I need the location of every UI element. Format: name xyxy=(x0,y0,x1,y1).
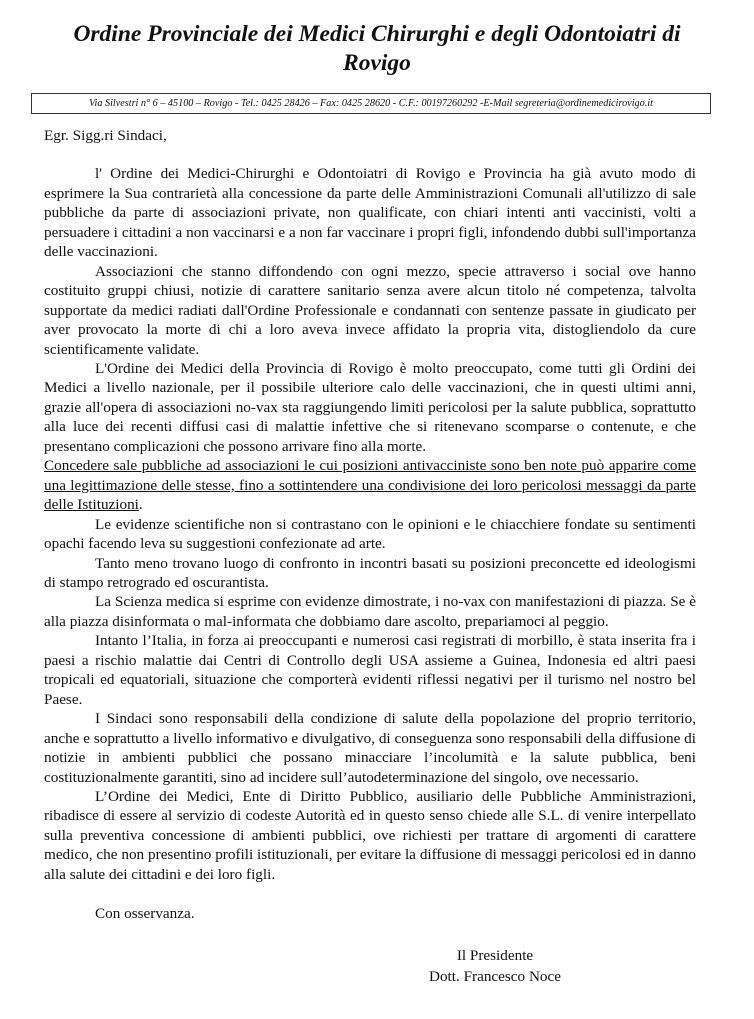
contact-info-box: Via Silvestri n° 6 – 45100 – Rovigo - Tel.: 0425 28426 – Fax: 0425 28620 - C.F.: 00197260292 -E-Mail segreteria@ordinemedicirovigo.it xyxy=(31,93,711,114)
paragraph-2: Associazioni che stanno diffondendo con ogni mezzo, specie attraverso i social ove hanno costituito gruppi chiusi, notizie di carattere sanitario senza avere alcun titolo né competenza, talvolta supportate da medici radiati dall'Ordine Professionale e condannati con sentenze passate in giudicato per aver provocato la morte di chi a loro aveva invece affidato la propria vita, distogliendolo da cure scientificamente validate. xyxy=(44,262,696,358)
letter-body xyxy=(44,126,696,924)
salutation: Egr. Sigg.ri Sindaci, xyxy=(44,127,167,144)
paragraph-1: l' Ordine dei Medici-Chirurghi e Odontoiatri di Rovigo e Provincia ha già avuto modo di esprimere la Sua contrarietà alla concessione da parte delle Amministrazioni Comunali all'utilizzo di sale pubbliche da parte di associazioni private, non qualificate, con chiari intenti anti vaccinisti, volti a persuadere i cittadini a non vaccinarsi e a non far vaccinare i propri figli, infondendo dubbi sull'importanza delle vaccinazioni. xyxy=(44,165,696,261)
paragraph-10: L’Ordine dei Medici, Ente di Diritto Pubblico, ausiliario delle Pubbliche Amministrazioni, ribadisce di essere al servizio di codeste Autorità ed in questo senso chiede alle S.L. di venire interpellato sulla preventiva concessione di ambienti pubblici, ove richiesti per trattare di argomenti di carattere medico, che non presentino profili istituzionali, per evitare la diffusione di messaggi pericolosi ed in danno alla salute dei cittadini e dei loro figli. xyxy=(44,787,696,883)
paragraph-6: Tanto meno trovano luogo di confronto in incontri basati su posizioni preconcette ed ideologismi di stampo retrogrado ed oscurantista. xyxy=(44,554,696,591)
period: . xyxy=(138,496,143,514)
paragraph-8: Intanto l’Italia, in forza ai preoccupanti e numerosi casi registrati di morbillo, è stata inserita fra i paesi a rischio malattie dai Centri di Controllo degli USA assieme a Guinea, Indonesia ed altri paesi tropicali ed equatoriali, situazione che comporterà evidenti riflessi negativi per il turismo nel nostro bel Paese. xyxy=(44,632,696,708)
paragraph-5: Le evidenze scientifiche non si contrastano con le opinioni e le chiacchiere fondate su sentimenti opachi facendo leva su suggestioni confezionate ad arte. xyxy=(44,515,696,553)
paragraph-7: La Scienza medica si esprime con evidenze dimostrate, i no-vax con manifestazioni di piazza. Se è alla piazza disinformata o mal-informata che dobbiamo dare ascolto, prepariamoci al peggio. xyxy=(44,593,696,630)
paragraph-4-underlined xyxy=(44,456,696,514)
signature-name: Dott. Francesco Noce xyxy=(428,968,561,985)
paragraph-9: I Sindaci sono responsabili della condizione di salute della popolazione del proprio territorio, anche e soprattutto a livello informativo e divulgativo, di conseguenza sono responsabili della diffusione di notizie in ambienti pubblici che possano minacciare l’incolumità e la salute pubblica, beni costituzionalmente garantiti, sino ad incidere sull’autodeterminazione del singolo, ove necessario. xyxy=(44,710,696,786)
signature-title: Il Presidente xyxy=(456,947,534,964)
underlined-statement: Concedere sale pubbliche ad associazioni le cui posizioni antivacciniste sono ben note può apparire come una legittimazione delle stesse, fino a sottintendere una condivisione dei loro pericolosi messaggi da parte delle Istituzioni xyxy=(44,457,696,514)
closing: Con osservanza. xyxy=(95,905,195,923)
page-title: Ordine Provinciale dei Medici Chirurghi e degli Odontoiatri di Rovigo xyxy=(73,21,681,76)
paragraph-3: L'Ordine dei Medici della Provincia di Rovigo è molto preoccupato, come tutti gli Ordini dei Medici a livello nazionale, per il possibile ulteriore calo delle vaccinazioni, che in questi ultimi anni, grazie all'opera di associazioni no-vax sta raggiungendo limiti pericolosi per la salute pubblica, soprattutto alla luce dei recenti diffusi casi di malattie infettive che si ritenevano scomparse o contenute, e che presentano complicazioni che possono arrivare fino alla morte. xyxy=(44,359,696,455)
